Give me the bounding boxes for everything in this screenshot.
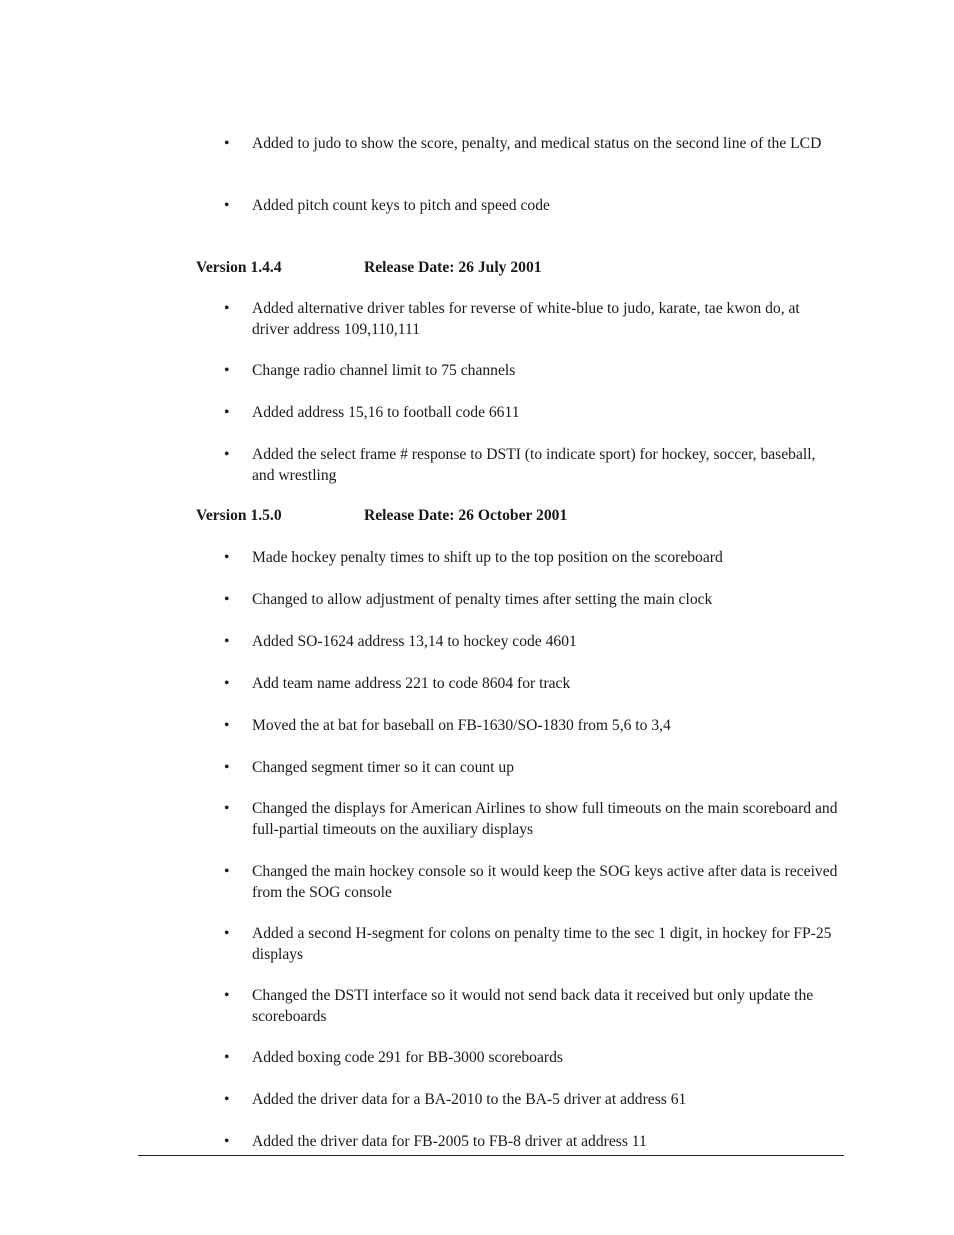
- release-date: Release Date: 26 October 2001: [364, 507, 568, 524]
- bullet-icon: •: [224, 404, 230, 421]
- bullet-icon: •: [224, 1133, 230, 1150]
- bullet-icon: •: [224, 633, 230, 650]
- bullet-icon: •: [224, 800, 230, 817]
- version-heading-1-4-4: [196, 258, 542, 278]
- bullet-icon: •: [224, 1091, 230, 1108]
- list-item: [224, 716, 839, 737]
- list-item: [224, 632, 839, 653]
- list-item-text: Added address 15,16 to football code 6611: [252, 404, 520, 421]
- list-item-text: Added boxing code 291 for BB-3000 scoreboards: [252, 1049, 563, 1066]
- version-number: Version 1.4.4: [196, 259, 282, 276]
- bullet-icon: •: [224, 362, 230, 379]
- version-number: Version 1.5.0: [196, 507, 282, 524]
- list-item-text: Added the driver data for FB-2005 to FB-8 driver at address 11: [252, 1133, 647, 1150]
- list-item-text: Added the driver data for a BA-2010 to the BA-5 driver at address 61: [252, 1091, 687, 1108]
- bullet-icon: •: [224, 717, 230, 734]
- list-item-text: Changed the main hockey console so it would keep the SOG keys active after data is received from the SOG console: [252, 863, 838, 901]
- bullet-icon: •: [224, 135, 230, 152]
- list-item: [224, 799, 839, 840]
- list-item: [224, 758, 839, 779]
- list-item: [224, 1048, 839, 1069]
- list-item: [224, 674, 839, 695]
- list-item-text: Added alternative driver tables for reverse of white-blue to judo, karate, tae kwon do, at driver address 109,110,111: [252, 300, 800, 338]
- release-date: Release Date: 26 July 2001: [364, 259, 542, 276]
- list-item: [224, 196, 839, 217]
- bullet-icon: •: [224, 300, 230, 317]
- list-item-text: Moved the at bat for baseball on FB-1630/SO-1830 from 5,6 to 3,4: [252, 717, 671, 734]
- list-item: [224, 862, 839, 903]
- list-item: [224, 1132, 839, 1153]
- bullet-icon: •: [224, 1049, 230, 1066]
- bullet-icon: •: [224, 197, 230, 214]
- list-item: [224, 986, 839, 1027]
- list-item: [224, 361, 839, 382]
- list-item: [224, 299, 839, 340]
- bullet-icon: •: [224, 925, 230, 942]
- list-item: [224, 134, 839, 155]
- bullet-icon: •: [224, 591, 230, 608]
- list-item-text: Changed to allow adjustment of penalty times after setting the main clock: [252, 591, 713, 608]
- bullet-icon: •: [224, 675, 230, 692]
- version-heading-1-5-0: [196, 506, 567, 526]
- list-item-text: Added a second H-segment for colons on penalty time to the sec 1 digit, in hockey for FP-25 displays: [252, 925, 832, 963]
- bullet-icon: •: [224, 446, 230, 463]
- list-item-text: Changed the displays for American Airlines to show full timeouts on the main scoreboard and full-partial timeouts on the auxiliary displays: [252, 800, 838, 838]
- bullet-icon: •: [224, 987, 230, 1004]
- list-item: [224, 548, 839, 569]
- list-item-text: Added to judo to show the score, penalty, and medical status on the second line of the LCD: [252, 135, 822, 152]
- list-item-text: Made hockey penalty times to shift up to the top position on the scoreboard: [252, 549, 723, 566]
- list-item-text: Added SO-1624 address 13,14 to hockey code 4601: [252, 633, 577, 650]
- list-item-text: Added the select frame # response to DSTI (to indicate sport) for hockey, soccer, baseball, and wrestling: [252, 446, 816, 484]
- bullet-icon: •: [224, 549, 230, 566]
- list-item-text: Change radio channel limit to 75 channels: [252, 362, 516, 379]
- list-item: [224, 403, 839, 424]
- list-item-text: Changed the DSTI interface so it would not send back data it received but only update the scoreboards: [252, 987, 814, 1025]
- list-item-text: Added pitch count keys to pitch and speed code: [252, 197, 550, 214]
- bullet-icon: •: [224, 759, 230, 776]
- list-item: [224, 590, 839, 611]
- bullet-icon: •: [224, 863, 230, 880]
- list-item-text: Add team name address 221 to code 8604 for track: [252, 675, 571, 692]
- list-item: [224, 445, 839, 486]
- list-item-text: Changed segment timer so it can count up: [252, 759, 515, 776]
- list-item: [224, 924, 839, 965]
- footer-divider: [138, 1155, 844, 1156]
- list-item: [224, 1090, 839, 1111]
